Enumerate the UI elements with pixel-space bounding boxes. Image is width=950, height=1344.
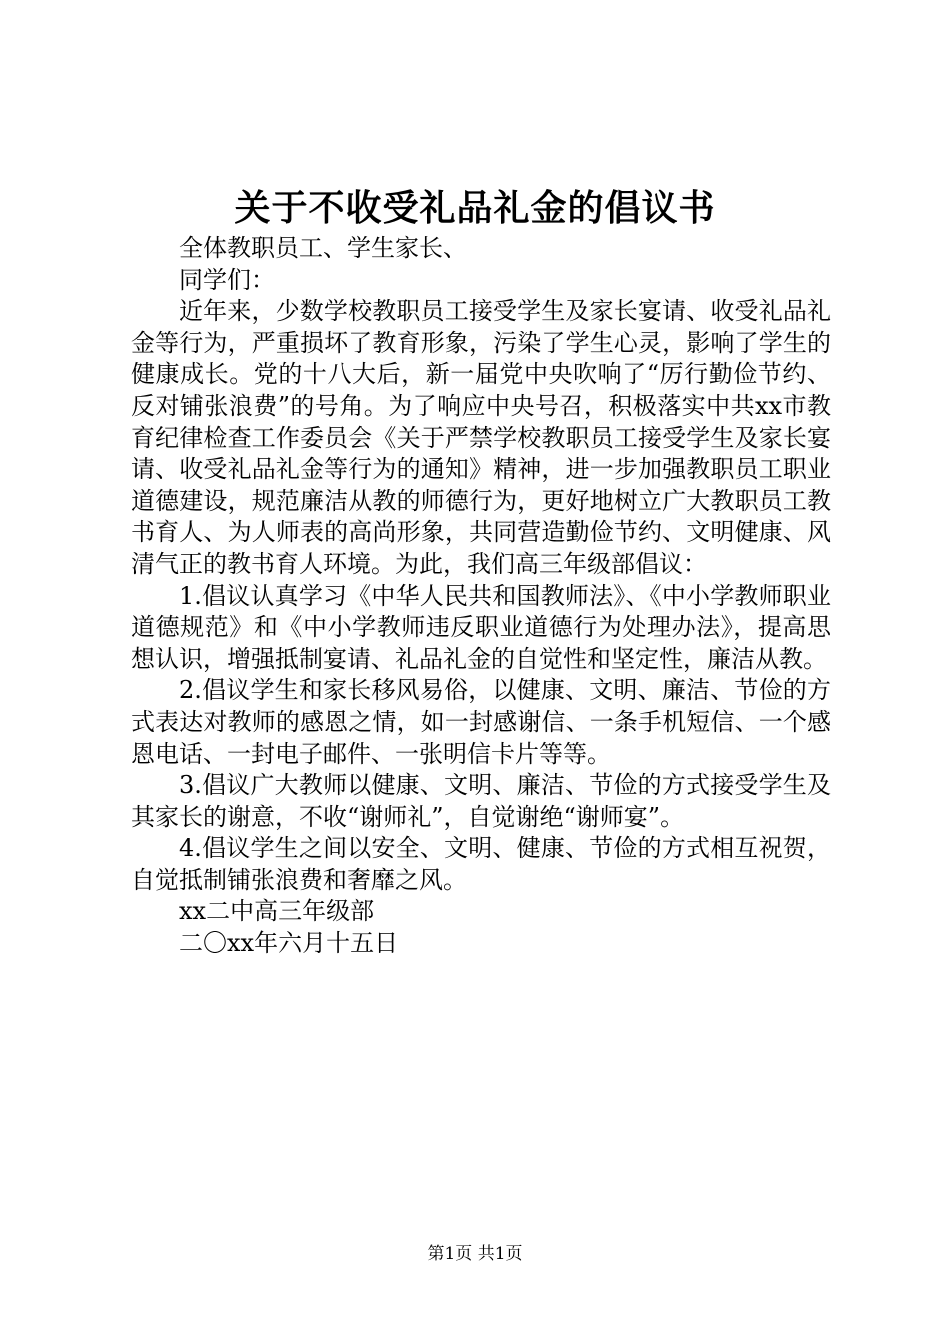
- salutation-line-1: 全体教职员工、学生家长、: [179, 234, 467, 262]
- proposal-item-2: 2.倡议学生和家长移风易俗，以健康、文明、廉洁、节俭的方式表达对教师的感恩之情，如一封感谢信、一条手机短信、一个感恩电话、一封电子邮件、一张明信卡片等等。: [131, 676, 831, 768]
- proposal-item-3: 3.倡议广大教师以健康、文明、廉洁、节俭的方式接受学生及其家长的谢意，不收“谢师礼”，自觉谢绝“谢师宴”。: [131, 771, 831, 831]
- document-body: [131, 233, 831, 960]
- signature-date: 二〇xx年六月十五日: [179, 929, 399, 958]
- page-number-footer: 第1页 共1页: [427, 1244, 523, 1264]
- document-title: 关于不收受礼品礼金的倡议书: [234, 187, 716, 229]
- proposal-item-4: 4.倡议学生之间以安全、文明、健康、节俭的方式相互祝贺，自觉抵制铺张浪费和奢靡之风。: [131, 834, 831, 894]
- salutation-line-2: 同学们：: [179, 265, 275, 294]
- intro-paragraph: 近年来，少数学校教职员工接受学生及家长宴请、收受礼品礼金等行为，严重损坏了教育形象，污染了学生心灵，影响了学生的健康成长。党的十八大后，新一届党中央吹响了“厉行勤俭节约、反对铺张浪费”的号角。为了响应中央号召，积极落实中共xx市教育纪律检查工作委员会《关于严禁学校教职员工接受学生及家长宴请、收受礼品礼金等行为的通知》精神，进一步加强教职员工职业道德建设，规范廉洁从教的师德行为，更好地树立广大教职员工教书育人、为人师表的高尚形象，共同营造勤俭节约、文明健康、风清气正的教书育人环境。为此，我们高三年级部倡议：: [131, 297, 831, 578]
- signature-org: xx二中高三年级部: [179, 897, 375, 926]
- proposal-item-1: 1.倡议认真学习《中华人民共和国教师法》、《中小学教师职业道德规范》和《中小学教师违反职业道德行为处理办法》，提高思想认识，增强抵制宴请、礼品礼金的自觉性和坚定性，廉洁从教。: [131, 581, 831, 673]
